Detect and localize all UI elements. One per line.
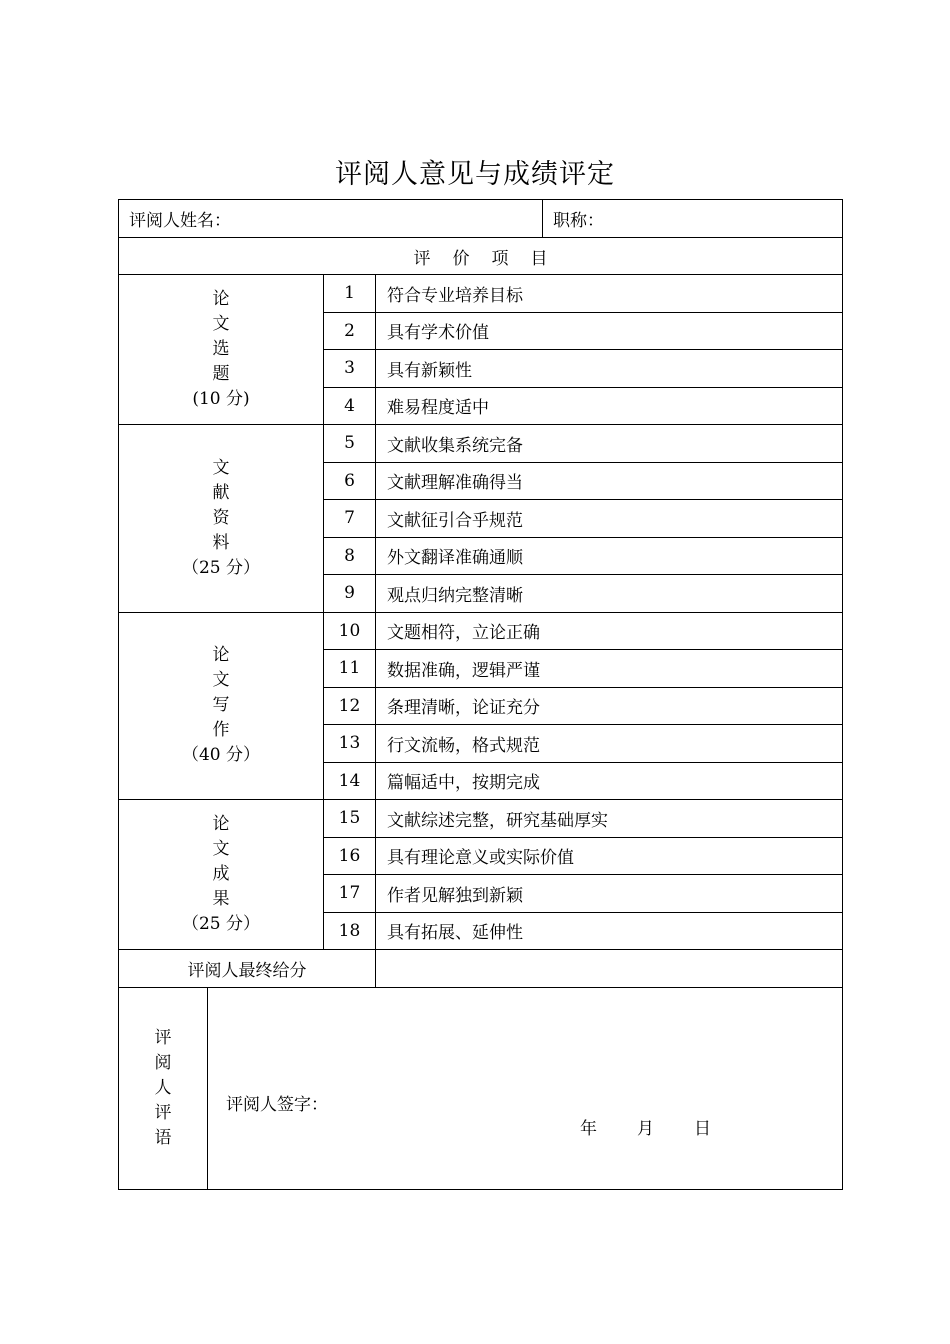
items-header-char: 项 [491,248,509,269]
reviewer-name-label: 评阅人姓名： [129,211,231,231]
item-number: 14 [324,762,376,800]
remarks-label-char: 评 [154,1028,172,1048]
final-score-label: 评阅人最终给分 [119,950,376,988]
item-number: 7 [324,500,376,538]
item-number: 18 [324,912,376,950]
item-number: 17 [324,875,376,913]
item-text: 具有新颖性 [376,350,843,388]
final-score-field[interactable] [376,950,843,988]
item-number: 8 [324,537,376,575]
category-char: 文 [212,314,230,334]
reviewer-title-label: 职称： [553,211,604,231]
remarks-label-char: 评 [154,1103,172,1123]
item-row [119,612,843,650]
item-text: 作者见解独到新颖 [376,875,843,913]
category-char: 文 [212,839,230,859]
item-text: 文献征引合乎规范 [376,500,843,538]
item-text: 条理清晰，论证充分 [376,687,843,725]
category-char: 文 [212,670,230,691]
signature-label: 评阅人签字： [226,1095,328,1115]
category-char: 果 [212,889,230,909]
category-char: 论 [212,814,230,834]
item-text: 数据准确，逻辑严谨 [376,650,843,688]
items-header-char: 目 [530,248,548,269]
item-number: 3 [324,350,376,388]
items-header-char: 价 [452,248,470,269]
category-char: 料 [212,532,230,553]
item-text: 具有拓展、延伸性 [376,912,843,950]
item-row [119,275,843,313]
item-number: 10 [324,612,376,650]
final-score-row [119,950,843,988]
item-text: 文献综述完整，研究基础厚实 [376,800,843,838]
item-number: 4 [324,387,376,425]
reviewer-title-field[interactable] [543,200,843,238]
category-label [119,275,324,425]
item-text: 文献理解准确得当 [376,462,843,500]
item-number: 1 [324,275,376,313]
category-char: 献 [212,482,230,503]
remarks-row [119,988,843,1190]
page-title: 评阅人意见与成绩评定 [335,159,615,190]
item-text: 具有学术价值 [376,312,843,350]
category-score: （25 分） [181,557,261,578]
item-text: 外文翻译准确通顺 [376,537,843,575]
remarks-label-char: 语 [154,1128,172,1148]
category-char: 题 [212,364,230,384]
items-header-row [119,238,843,275]
review-form-table [118,199,843,1190]
reviewer-name-field[interactable] [119,200,543,238]
item-row [119,425,843,463]
category-char: 成 [212,864,230,884]
item-text: 行文流畅，格式规范 [376,725,843,763]
remarks-label-char: 阅 [154,1053,172,1073]
category-char: 写 [212,695,230,716]
remarks-label-char: 人 [154,1078,172,1098]
category-char: 文 [212,457,230,478]
category-char: 作 [212,720,230,741]
item-text: 文题相符，立论正确 [376,612,843,650]
category-label [119,800,324,950]
item-text: 文献收集系统完备 [376,425,843,463]
remarks-label [119,988,208,1190]
item-number: 15 [324,800,376,838]
item-number: 5 [324,425,376,463]
remarks-area[interactable] [208,988,842,1189]
category-score: (10 分) [192,389,250,409]
item-number: 13 [324,725,376,763]
category-char: 论 [212,289,230,309]
item-text: 观点归纳完整清晰 [376,575,843,613]
date-day-label: 日 [694,1119,711,1139]
item-number: 2 [324,312,376,350]
category-score: （40 分） [181,745,261,766]
remarks-field[interactable] [208,988,843,1190]
category-char: 论 [212,645,230,666]
category-label [119,612,324,800]
item-text: 篇幅适中，按期完成 [376,762,843,800]
items-header [119,238,843,275]
item-text: 难易程度适中 [376,387,843,425]
category-score: （25 分） [181,914,261,934]
reviewer-info-row [119,200,843,238]
item-text: 具有理论意义或实际价值 [376,837,843,875]
item-number: 9 [324,575,376,613]
items-header-char: 评 [413,248,431,269]
item-number: 16 [324,837,376,875]
category-char: 选 [212,339,230,359]
category-char: 资 [212,507,230,528]
category-label [119,425,324,613]
date-year-label: 年 [580,1119,597,1139]
item-number: 11 [324,650,376,688]
date-line [580,1114,751,1139]
date-month-label: 月 [637,1119,654,1139]
item-row [119,800,843,838]
item-number: 12 [324,687,376,725]
item-text: 符合专业培养目标 [376,275,843,313]
item-number: 6 [324,462,376,500]
